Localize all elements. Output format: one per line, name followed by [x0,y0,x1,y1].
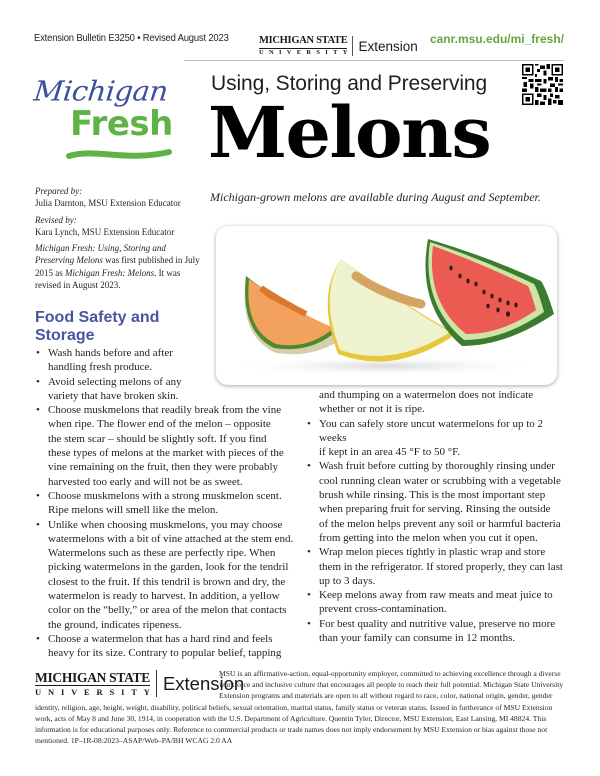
msu-extension-header-logo [259,36,418,56]
header-divider [184,60,564,61]
list-item-line: Choose a watermelon that has a hard rind and feels [48,632,273,645]
list-item-line: harvested too early and will not be as sweet. [48,475,243,488]
list-item-line: watermelons with a bit of vine attached at the stem end. [48,532,294,545]
wordmark-letter: R [306,48,312,56]
extension-wordmark: Extension [162,672,245,694]
wordmark-letter: U [35,687,42,697]
extension-wordmark: Extension [358,38,418,54]
list-item-line: when ripe. The flower end of the melon – opposite [48,418,271,431]
list-item-line: Unlike when choosing muskmelons, you may choose [48,518,283,531]
michigan-fresh-logo [30,74,180,166]
list-item [34,632,293,661]
list-item-line: Wash hands before and after [48,347,173,359]
logo-divider [352,36,353,56]
list-item-line: cool running clean water or scrubbing with a vegetable [319,474,561,487]
list-item-line: and thumping on a watermelon does not indicate [319,389,534,401]
list-item-line: Choose muskmelons with a strong muskmelon scent. [48,489,282,502]
msu-wordmark [35,671,150,697]
list-item [34,375,293,404]
logo-divider [156,670,157,697]
wordmark-letter: I [278,48,282,56]
msu-wordmark-line1: MICHIGAN STATE [35,669,150,685]
list-item-line: picking watermelons in the garden, look for the tendril [48,561,289,574]
prepared-by-name: Julia Darnton, MSU Extension Educator [35,198,181,209]
list-item-line: Watermelons such as these are perfectly ripe. When [48,547,276,560]
list-item-line: the ground, indicates ripeness. [48,618,182,631]
list-item-line: closest to the fruit. If this tendril is brown and dry, the [48,575,286,588]
revised-by-label: Revised by: [35,214,77,225]
msu-wordmark-line2 [259,49,347,57]
wordmark-letter: I [325,48,328,56]
list-item [305,588,565,617]
list-item-line: of the melon helps prevent any soil or harmful bacteria [319,517,561,530]
wordmark-letter: T [333,48,338,56]
wordmark-letter: R [96,687,103,697]
list-item-line: Avoid selecting melons of any [48,375,182,388]
pub-text-2: . It was revised in August 2023. [35,267,181,291]
list-item-line: watermelon is ready to harvest. In addition, a yellow [48,590,280,603]
wordmark-letter: T [131,687,137,697]
logo-michigan-text: Michigan [32,74,170,108]
wordmark-letter: I [60,687,65,697]
list-item-line: You can safely store uncut watermelons for up to 2 weeks [319,417,544,444]
list-item-line: them in the refrigerator. If stored properly, they can last [319,560,563,573]
msu-wordmark-line1: MICHIGAN STATE [259,36,347,49]
wordmark-letter: Y [342,48,348,56]
list-item [34,346,293,375]
list-item-line: when preparing fruit for serving. Rinsing the outside [319,503,551,516]
wordmark-letter: E [296,48,302,56]
wordmark-letter: U [259,48,264,56]
prepared-by-label: Prepared by: [35,186,83,196]
list-item [34,403,293,489]
revised-by-name: Kara Lynch, MSU Extension Educator [35,226,175,237]
pub-text: was first published in July 2015 as [35,255,200,278]
swoosh-icon [66,148,172,162]
list-item [305,617,565,646]
pub-title-original: Michigan Fresh: Melons [65,267,155,278]
left-column [34,346,293,661]
bulletin-info: Extension Bulletin E3250 • Revised August 2023 [34,32,229,44]
wordmark-letter: S [316,48,320,56]
list-item-line: if kept in an area 45 °F to 50 °F. [319,446,461,459]
section-heading: Food Safety and Storage [35,309,160,344]
list-item-line: Choose muskmelons that readily break from the vine [48,404,282,417]
list-item [305,545,565,588]
wordmark-letter: V [286,48,292,56]
list-item-line: brush while rinsing. This is the most important step [319,489,546,502]
continued-bullet-text [305,388,565,417]
list-item-line: prevent cross-contamination. [319,603,447,616]
msu-wordmark [259,36,347,56]
msu-wordmark-line2 [35,686,150,697]
list-item-line: Wash fruit before cutting by thoroughly rinsing under [319,460,555,473]
list-item-line: Wrap melon pieces tightly in plastic wrap and store [319,546,546,559]
wordmark-letter: N [47,687,55,697]
food-safety-list-right [305,417,565,646]
right-column [305,388,565,645]
list-item-line: the stem scar – should be slightly soft. If you find [48,432,267,445]
list-item [34,518,293,632]
wordmark-letter: V [71,687,78,697]
wordmark-letter: N [268,48,274,56]
list-item [305,417,565,460]
msu-extension-footer-logo [35,670,244,697]
list-item-line: whether or not it is ripe. [319,403,425,416]
list-item-line: vine remaining on the fruit, then they were probably [48,461,279,474]
page-title: Melons [208,91,491,174]
wordmark-letter: E [84,687,90,697]
list-item-line: these types of melons at the market with pieces of the [48,447,284,460]
disclaimer-text: MSU is an affirmative-action, equal-opportunity employer, committed to achieving excellence through a diverse workforce and inclusive culture that encourages all people to reach their full potential. Michigan State University Extension programs and materials are open to all without regard to race, color, national origin, gender, gender identity, religion, age, height, weight, disability, political beliefs, sexual orientation, marital status, family status or veteran status. Issued in furtherance of MSU Extension work, acts of May 8 and June 30, 1914, in cooperation with the U.S. Department of Agriculture. Quentin Tyler, Director, MSU Extension, East Lansing, MI 48824. This information is for educational purposes only. Reference to commercial products or trade names does not imply endorsement by MSU Extension or bias against those not mentioned. 1P–1R-08:2023–ASAP/Web–PA/BH WCAG 2.0 AA [35,669,564,746]
list-item [305,459,565,545]
list-item-line: handling fresh produce. [48,361,153,374]
pub-title-current: Michigan Fresh: Using, Storing and Preserving Melons [35,243,166,266]
list-item-line: Keep melons away from raw meats and meat juice to [319,589,553,602]
wordmark-letter: I [121,687,125,697]
list-item-line: color on the “belly,” or area of the melon that contacts [48,604,287,617]
list-item-line: variety that have broken skin. [48,389,179,402]
publication-history [35,242,205,291]
qr-code-icon[interactable] [522,64,563,105]
list-item-line: For best quality and nutritive value, preserve no more [319,617,556,630]
tagline: Michigan-grown melons are available during August and September. [210,190,541,204]
list-item-line: than your family can consume in 12 months. [319,632,516,645]
list-item-line: Ripe melons will smell like the melon. [48,504,219,517]
wordmark-letter: Y [143,687,150,697]
list-item-line: from getting into the melon when you cut it open. [319,531,538,544]
list-item-line: heavy for its size. Contrary to popular belief, tapping [48,647,282,660]
subtitle: Using, Storing and Preserving [211,72,488,95]
credits [35,185,205,295]
wordmark-letter: S [109,687,115,697]
website-link[interactable]: canr.msu.edu/mi_fresh/ [429,32,564,46]
list-item-line: up to 3 days. [319,574,376,587]
food-safety-list-left [34,346,293,661]
logo-fresh-text: Fresh [70,104,173,144]
list-item [34,489,293,518]
